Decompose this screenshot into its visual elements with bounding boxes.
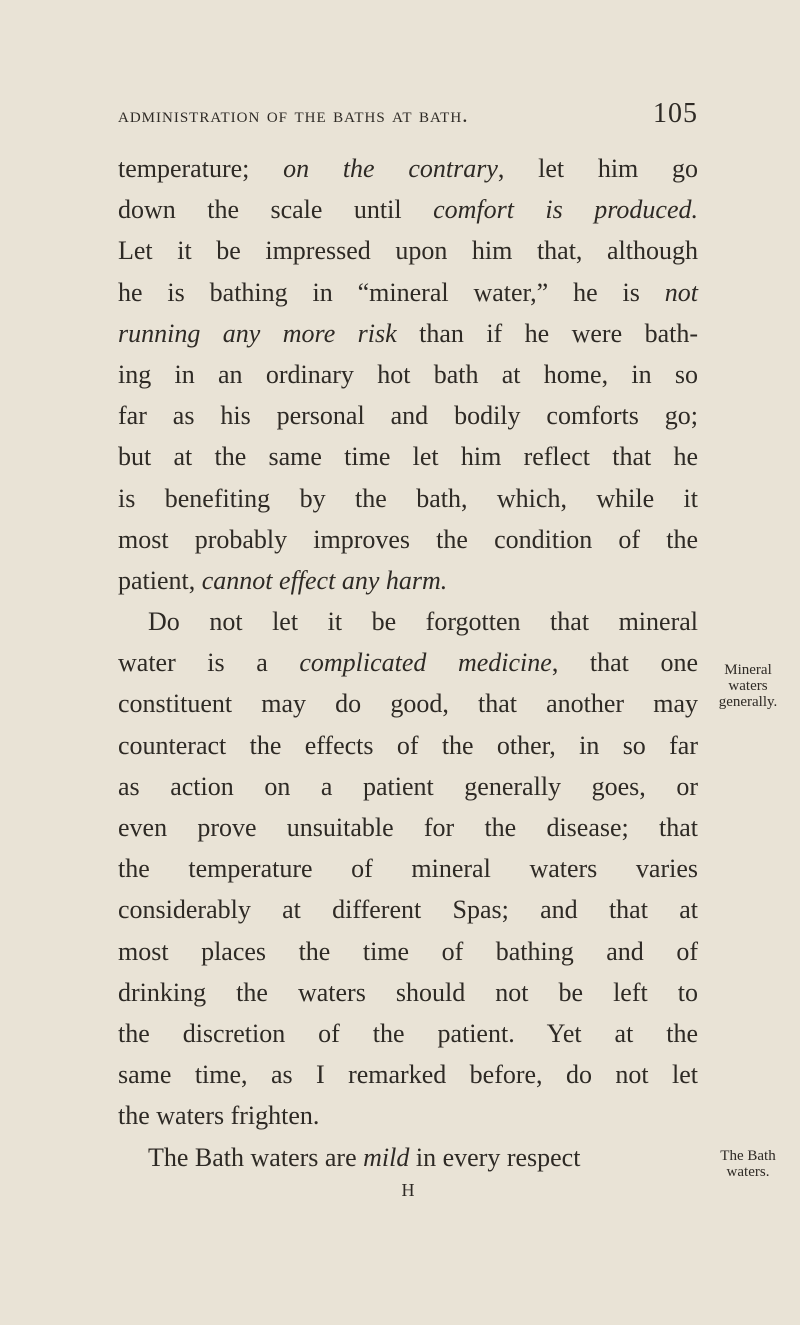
text-line (118, 272, 698, 313)
text-line (118, 560, 698, 601)
italic-phrase: comfort is produced. (433, 195, 698, 225)
text-run: even prove unsuitable for the disease; that (118, 813, 698, 842)
text-run: most probably improves the condition of the (118, 524, 698, 554)
text-run: the discretion of the patient. Yet at the (118, 1018, 698, 1048)
text-line (118, 642, 698, 683)
text-run: counteract the effects of the other, in so far (118, 730, 698, 760)
text-line (118, 931, 698, 972)
text-run: considerably at different Spas; and that at (118, 895, 698, 925)
text-line (118, 725, 698, 766)
text-line (118, 601, 698, 642)
page-number: 105 (653, 98, 698, 129)
margin-note-mineral-waters (702, 662, 794, 710)
text-run: as action on a patient generally goes, or (118, 771, 698, 801)
margin-note-bath-waters (702, 1148, 794, 1180)
italic-phrase: cannot effect any harm. (201, 565, 448, 595)
text-line (118, 1013, 698, 1054)
text-run: The Bath waters are (148, 1142, 364, 1172)
margin-note-line: The Bath (720, 1148, 776, 1164)
text-run: the temperature of mineral waters varies (118, 854, 698, 884)
signature-mark: H (401, 1180, 415, 1200)
text-run: ing in an ordinary hot bath at home, in so (118, 359, 698, 389)
text-line (118, 1137, 698, 1178)
text-run: than if he were bath- (396, 318, 698, 348)
text-run: he is bathing in “mineral water,” he is (118, 277, 665, 307)
text-run: temperature; (118, 154, 284, 183)
text-line (118, 436, 698, 477)
text-run: the waters frighten. (118, 1101, 320, 1131)
italic-phrase: complicated medicine (299, 648, 552, 678)
running-head (118, 98, 698, 129)
text-run: Do not let it be forgotten that mineral (148, 607, 698, 637)
text-run: drinking the waters should not be left to (118, 977, 698, 1007)
text-line (118, 148, 698, 189)
margin-note-line: waters (728, 678, 768, 694)
text-run: far as his personal and bodily comforts go; (118, 401, 698, 431)
body-text (118, 148, 698, 1178)
text-line (118, 313, 698, 354)
running-head-title: administration of the baths at bath. (118, 102, 469, 127)
margin-note-line: waters. (726, 1164, 770, 1180)
italic-phrase: on the contrary (283, 154, 498, 183)
italic-phrase: running any more risk (118, 318, 397, 348)
italic-phrase: mild (363, 1142, 410, 1172)
text-run: , that one (551, 648, 698, 678)
text-line (118, 848, 698, 889)
text-run: patient, (118, 565, 202, 595)
text-run: is benefiting by the bath, which, while it (118, 483, 698, 513)
text-line (118, 807, 698, 848)
text-line (118, 766, 698, 807)
margin-note-line: Mineral (724, 662, 772, 678)
text-run: same time, as I remarked before, do not let (118, 1060, 698, 1090)
text-line (118, 519, 698, 560)
text-line (118, 230, 698, 271)
text-line (118, 395, 698, 436)
margin-note-line: generally. (718, 694, 778, 710)
text-line (118, 889, 698, 930)
text-run: , let him go (497, 154, 698, 183)
italic-phrase: not (664, 277, 698, 307)
text-run: constituent may do good, that another may (118, 689, 698, 719)
text-line (118, 1054, 698, 1095)
text-run: Let it be impressed upon him that, although (118, 236, 698, 266)
text-line (118, 1095, 698, 1136)
text-run: in every respect (409, 1142, 581, 1172)
text-line (118, 189, 698, 230)
text-run: but at the same time let him reflect that he (118, 442, 698, 472)
text-run: down the scale until (118, 195, 434, 225)
text-line (118, 972, 698, 1013)
text-run: water is a (118, 648, 300, 678)
text-line (118, 478, 698, 519)
text-run: most places the time of bathing and of (118, 936, 698, 966)
text-line (118, 683, 698, 724)
text-line (118, 354, 698, 395)
